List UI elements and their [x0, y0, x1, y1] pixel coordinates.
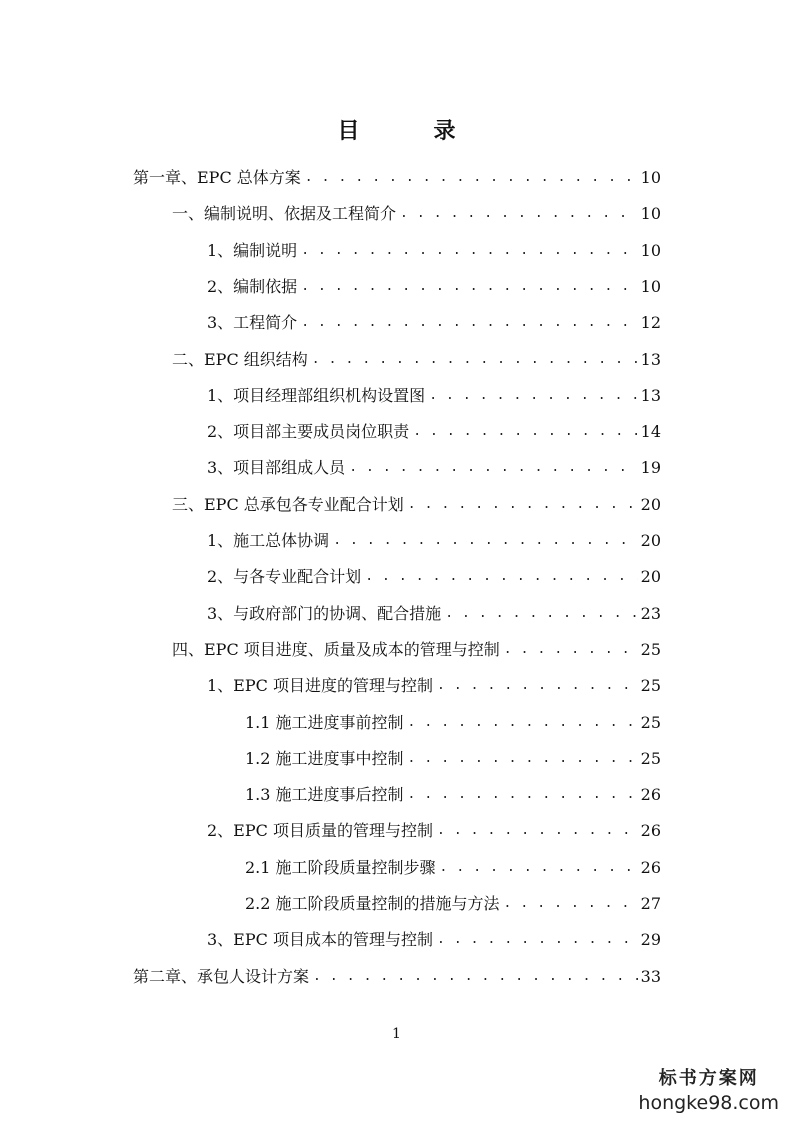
toc-entry-label: 1、项目经理部组织机构设置图	[207, 385, 426, 405]
toc-entry-page: 33	[640, 966, 661, 986]
toc-entry-label: 2.2 施工阶段质量控制的措施与方法	[245, 894, 500, 913]
toc-entry[interactable]	[245, 739, 661, 769]
toc-entry-page: 20	[640, 531, 661, 550]
toc-entry-label: 1.2 施工进度事中控制	[245, 748, 404, 768]
toc-entry-page: 10	[640, 240, 661, 260]
toc-dot-leader	[313, 967, 638, 987]
toc-entry-label: 2、与各专业配合计划	[207, 567, 362, 587]
toc-entry-page: 10	[640, 168, 661, 187]
toc-entry-page: 10	[640, 204, 661, 224]
toc-entry-label: 3、项目部组成人员	[207, 458, 346, 478]
toc-entry[interactable]	[245, 703, 661, 733]
toc-entry-label: 二、EPC 组织结构	[172, 349, 308, 369]
toc-dot-leader	[312, 350, 638, 370]
toc-entry[interactable]	[245, 775, 661, 805]
toc-entry-page: 26	[640, 857, 661, 877]
toc-dot-leader	[301, 313, 637, 333]
watermark-chinese-text: 标书方案网	[658, 1068, 759, 1089]
toc-dot-leader	[504, 894, 638, 914]
toc-entry[interactable]	[207, 231, 661, 261]
toc-entry-page: 13	[640, 349, 661, 369]
toc-dot-leader	[333, 531, 637, 551]
toc-dot-leader	[301, 277, 637, 297]
toc-entry[interactable]	[207, 920, 661, 950]
toc-entry[interactable]	[207, 594, 661, 624]
toc-dot-leader	[437, 821, 638, 841]
toc-entry[interactable]	[207, 376, 661, 406]
toc-entry-label: 四、EPC 项目进度、质量及成本的管理与控制	[172, 639, 500, 659]
toc-entry-page: 19	[640, 458, 661, 478]
toc-entry[interactable]	[207, 448, 661, 478]
toc-entry[interactable]	[133, 158, 661, 188]
toc-entry-label: 第一章、EPC 总体方案	[133, 168, 301, 187]
watermark-site-text: hongke98.com	[638, 1092, 779, 1114]
toc-entry[interactable]	[133, 957, 661, 987]
toc-entry-label: 3、工程简介	[207, 313, 298, 333]
toc-entry-page: 10	[640, 276, 661, 296]
toc-entry-page: 26	[640, 821, 661, 841]
toc-entry[interactable]	[172, 630, 661, 660]
toc-entry-page: 12	[640, 313, 661, 333]
toc-entry-page: 25	[640, 639, 661, 659]
toc-entry-label: 1.1 施工进度事前控制	[245, 712, 404, 732]
toc-entry[interactable]	[207, 521, 661, 551]
toc-entry-label: 2、项目部主要成员岗位职责	[207, 422, 410, 442]
toc-dot-leader	[301, 241, 637, 261]
toc-entry-page: 20	[640, 567, 661, 587]
toc-entry-page: 25	[640, 712, 661, 732]
toc-entry-label: 三、EPC 总承包各专业配合计划	[172, 494, 404, 514]
toc-dot-leader	[504, 640, 638, 660]
toc-entry-page: 23	[640, 603, 661, 623]
toc-dot-leader	[437, 930, 638, 950]
toc-dot-leader	[365, 567, 637, 587]
toc-entry-page: 25	[640, 676, 661, 696]
toc-entry[interactable]	[207, 666, 661, 696]
page-title: 目 录	[337, 118, 482, 144]
toc-entry-label: 一、编制说明、依据及工程简介	[172, 204, 397, 224]
toc-dot-leader	[413, 422, 637, 442]
toc-entry[interactable]	[207, 267, 661, 297]
watermark	[638, 1064, 779, 1114]
toc-dot-leader	[445, 604, 637, 624]
toc-dot-leader	[408, 785, 638, 805]
toc-entry-page: 26	[640, 785, 661, 805]
toc-dot-leader	[305, 168, 638, 188]
page-number: 1	[392, 1026, 401, 1042]
toc-entry-label: 1、EPC 项目进度的管理与控制	[207, 676, 433, 696]
toc-dot-leader	[429, 386, 637, 406]
toc-entry[interactable]	[207, 811, 661, 841]
toc-entry-label: 2、编制依据	[207, 276, 298, 296]
toc-entry-page: 20	[640, 494, 661, 514]
toc-entry-label: 1、编制说明	[207, 240, 298, 260]
toc-entry[interactable]	[172, 485, 661, 515]
toc-dot-leader	[408, 749, 638, 769]
toc-entry-page: 27	[640, 894, 661, 913]
toc-dot-leader	[400, 204, 638, 224]
toc-entry[interactable]	[207, 557, 661, 587]
toc-entry-page: 13	[640, 385, 661, 405]
toc-dot-leader	[408, 713, 638, 733]
toc-dot-leader	[440, 858, 638, 878]
toc-entry-page: 29	[640, 930, 661, 950]
toc-entry-label: 3、EPC 项目成本的管理与控制	[207, 930, 433, 950]
toc-entry[interactable]	[172, 340, 661, 370]
toc-entry-label: 3、与政府部门的协调、配合措施	[207, 603, 442, 623]
toc-entry[interactable]	[207, 412, 661, 442]
toc-dot-leader	[437, 676, 638, 696]
toc-entry[interactable]	[245, 884, 661, 914]
toc-dot-leader	[408, 495, 638, 515]
toc-entry-page: 14	[640, 422, 661, 442]
toc-entry-label: 1.3 施工进度事后控制	[245, 785, 404, 805]
toc-entry-label: 1、施工总体协调	[207, 531, 330, 550]
toc-entry-page: 25	[640, 748, 661, 768]
toc-entry-label: 第二章、承包人设计方案	[133, 966, 310, 986]
toc-dot-leader	[349, 458, 637, 478]
toc-entry-label: 2、EPC 项目质量的管理与控制	[207, 821, 433, 841]
toc-entry[interactable]	[172, 194, 661, 224]
toc-entry[interactable]	[245, 848, 661, 878]
toc-entry-label: 2.1 施工阶段质量控制步骤	[245, 857, 436, 877]
toc-entry[interactable]	[207, 303, 661, 333]
